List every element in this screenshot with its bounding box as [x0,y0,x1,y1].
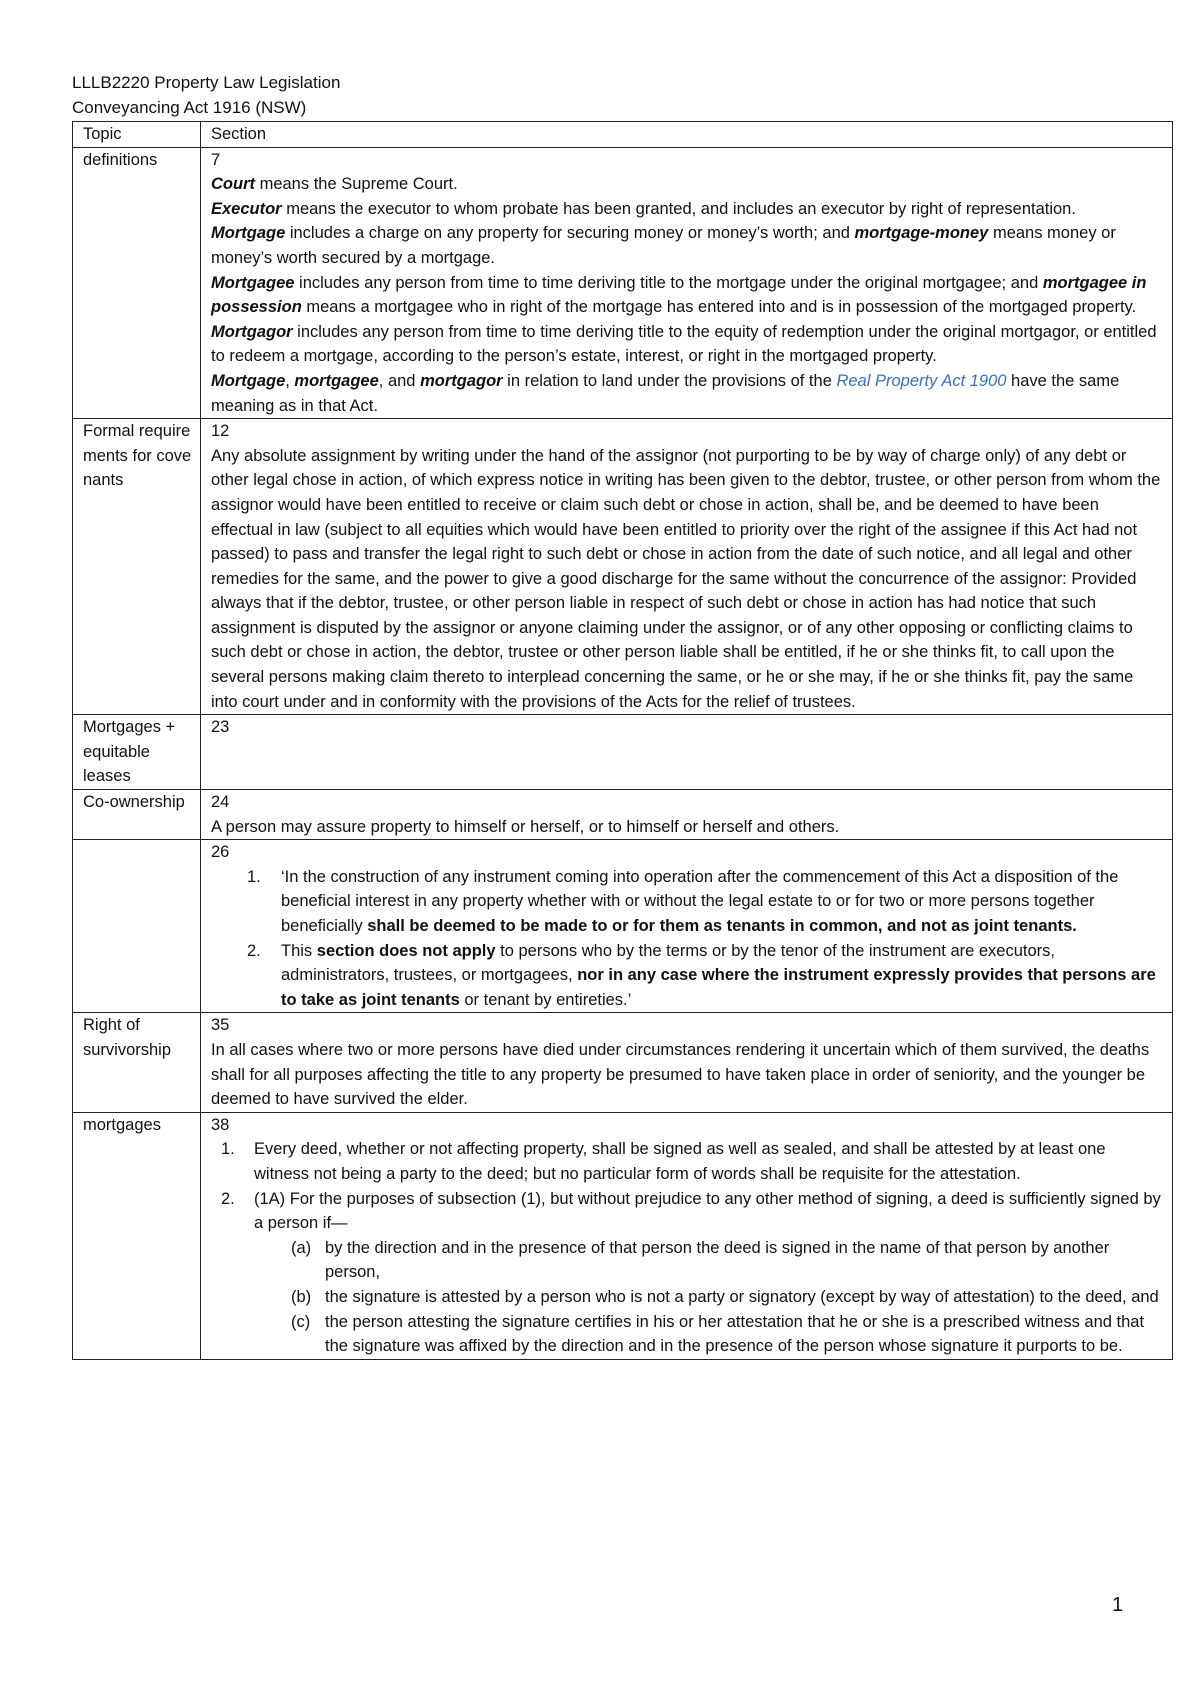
list-marker: (b) [291,1287,312,1306]
defined-term: mortgagee in possession [211,273,1147,317]
section-cell [201,1112,1173,1359]
defined-term: mortgagee [294,371,379,390]
section-number: 12 [211,422,230,441]
list-text: by the direction and in the presence of that person the deed is signed in the name of that person by another person, [325,1238,1110,1282]
list-text: the person attesting the signature certifies in his or her attestation that he or she is a prescribed witness and that the signature was affixed by the direction and in the presence of the person whose signature it purports to be. [325,1312,1145,1356]
list-text: Every deed, whether or not affecting property, shall be signed as well as sealed, and shall be attested by at least one witness not being a party to the deed; but no particular form of words shall be requisite for the attestation. [254,1140,1106,1183]
section-text: Any absolute assignment by writing under the hand of the assignor (not purporting to be by way of charge only) of any debt or other legal chose in action, of which express notice in writing has been given to the debtor, trustee, or other person from whom the assignor would have been entitled to receive or claim such debt or chose in action, shall be, and be deemed to have been effectual in law (subject to all equities which would have been entitled to priority over the right of the assignee if this Act had not passed) to pass and transfer the legal right to such debt or chose in action from the date of such notice, and all legal and other remedies for the same, and the power to give a good discharge for the same without the concurrence of the assignor: Provided always that if the debtor, trustee, or other person liable in respect of such debt or chose in action has had notice that such assignment is disputed by the assignor or anyone claiming under the assignor, or of any other opposing or conflicting claims to such debt or chose in action, the debtor, trustee or other person liable shall be entitled, if he or she thinks fit, to call upon the several persons making claim thereto to interplead concerning the same, or he or she may, if he or she thinks fit, pay the same into court under and in conformity with the provisions of the Acts for the relief of trustees. [211,446,1161,711]
definition-text: means a mortgagee who in right of the mortgage has entered into and is in possession of the mortgaged property. [301,298,1137,317]
section-text: In all cases where two or more persons have died under circumstances rendering it uncertain which of them survived, the deaths shall for all purposes affecting the title to any property be presumed to have taken place in order of seniority, and the younger be deemed to have survived the elder. [211,1040,1150,1109]
definition-text: in relation to land under the provisions of the [502,371,837,390]
defined-term: mortgagor [420,371,503,390]
list-text: ‘In the construction of any instrument coming into operation after the commencement of this Act a disposition of the beneficial interest in any property whether with or without the legal estate to or for two or more persons together beneficially [281,867,1119,935]
table-header-row [73,122,1173,148]
subsection-list [211,865,1164,1013]
list-item [211,1310,1164,1359]
topic-cell: mortgages [73,1112,201,1359]
defined-term: Mortgagee [211,273,295,292]
list-text: or tenant by entireties.’ [459,990,632,1009]
section-number: 7 [211,150,221,169]
topic-cell: Co-ownership [73,790,201,840]
defined-term: Executor [211,199,282,218]
definition-mortgagee [211,271,1164,320]
table-row [73,840,1173,1013]
section-number: 24 [211,793,230,812]
list-item [211,1137,1164,1186]
definition-text: means the Supreme Court. [255,175,458,194]
list-text: the signature is attested by a person who is not a party or signatory (except by way of attestation) to the deed, and [325,1287,1159,1306]
section-number: 26 [211,843,230,862]
topic-cell: Right of survivorship [73,1013,201,1112]
real-property-act-link[interactable]: Real Property Act 1900 [836,371,1007,390]
section-cell [201,147,1173,419]
definition-text: includes any person from time to time deriving title to the equity of redemption under the original mortgagor, or entitled to redeem a mortgage, according to the person’s estate, interest, or right in the mortgaged property. [211,322,1157,366]
separator: , [285,371,295,390]
separator: , and [378,371,421,390]
list-marker: (a) [291,1238,312,1257]
list-marker: 1. [221,1140,235,1159]
defined-term: mortgage-money [854,224,989,243]
emphasis-text: nor in any case where the instrument expressly provides that persons are to take as joint tenants [281,966,1156,1009]
defined-term: Mortgage [211,371,286,390]
defined-term: Mortgage [211,224,286,243]
definition-executor [211,197,1164,222]
list-text: to persons who by the terms or by the tenor of the instrument are executors, administrators, trustees, or mortgagees, [281,941,1055,985]
section-cell [201,790,1173,840]
list-marker: (c) [291,1312,311,1331]
document-page [72,70,1173,1360]
course-title: LLLB2220 Property Law Legislation [72,73,341,92]
section-number: 35 [211,1016,230,1035]
list-item [211,1187,1164,1236]
page-number: 1 [1112,1594,1124,1616]
definition-mortgage [211,221,1164,270]
definition-text: have the same meaning as in that Act. [211,371,1120,415]
topic-cell: definitions [73,147,201,419]
definition-text: includes a charge on any property for securing money or money’s worth; and [285,224,855,243]
table-row [73,1112,1173,1359]
definition-rpa [211,369,1164,418]
subsection-list [211,1137,1164,1358]
list-marker: 2. [221,1189,235,1208]
header-topic: Topic [73,122,201,148]
table-row [73,790,1173,840]
section-text: A person may assure property to himself or herself, or to himself or herself and others. [211,817,840,836]
section-cell [201,1013,1173,1112]
topic-cell [73,840,201,1013]
topic-cell: Mortgages + equitable leases [73,715,201,790]
definition-text: means money or money’s worth secured by a mortgage. [211,224,1116,267]
definition-court [211,172,1164,197]
defined-term: Court [211,175,255,194]
list-item [211,1285,1164,1310]
definition-text: includes any person from time to time deriving title to the mortgage under the original mortgagee; and [294,273,1043,292]
defined-term: Mortgagor [211,322,293,341]
list-text: This [281,941,317,960]
table-row [73,715,1173,790]
definition-text: means the executor to whom probate has been granted, and includes an executor by right of representation. [281,199,1076,218]
section-number: 23 [211,718,230,737]
list-item [211,1236,1164,1285]
list-text: (1A) For the purposes of subsection (1), but without prejudice to any other method of signing, a deed is sufficiently signed by a person if— [254,1189,1161,1233]
section-number: 38 [211,1115,230,1134]
list-marker: 2. [247,941,261,960]
act-title: Conveyancing Act 1916 (NSW) [72,98,307,117]
section-cell [201,840,1173,1013]
definition-mortgagor [211,320,1164,369]
emphasis-text: shall be deemed to be made to or for them as tenants in common, and not as joint tenants. [367,917,1077,935]
header-section: Section [201,122,1173,148]
list-item [211,939,1164,1013]
topic-cell: Formal requirements for covenants [73,419,201,715]
section-cell [201,419,1173,715]
table-row [73,147,1173,419]
emphasis-text: section does not apply [316,941,496,960]
table-row [73,419,1173,715]
list-item [211,865,1164,939]
section-cell [201,715,1173,790]
list-marker: 1. [247,867,261,886]
table-row [73,1013,1173,1112]
legislation-table [72,121,1173,1360]
